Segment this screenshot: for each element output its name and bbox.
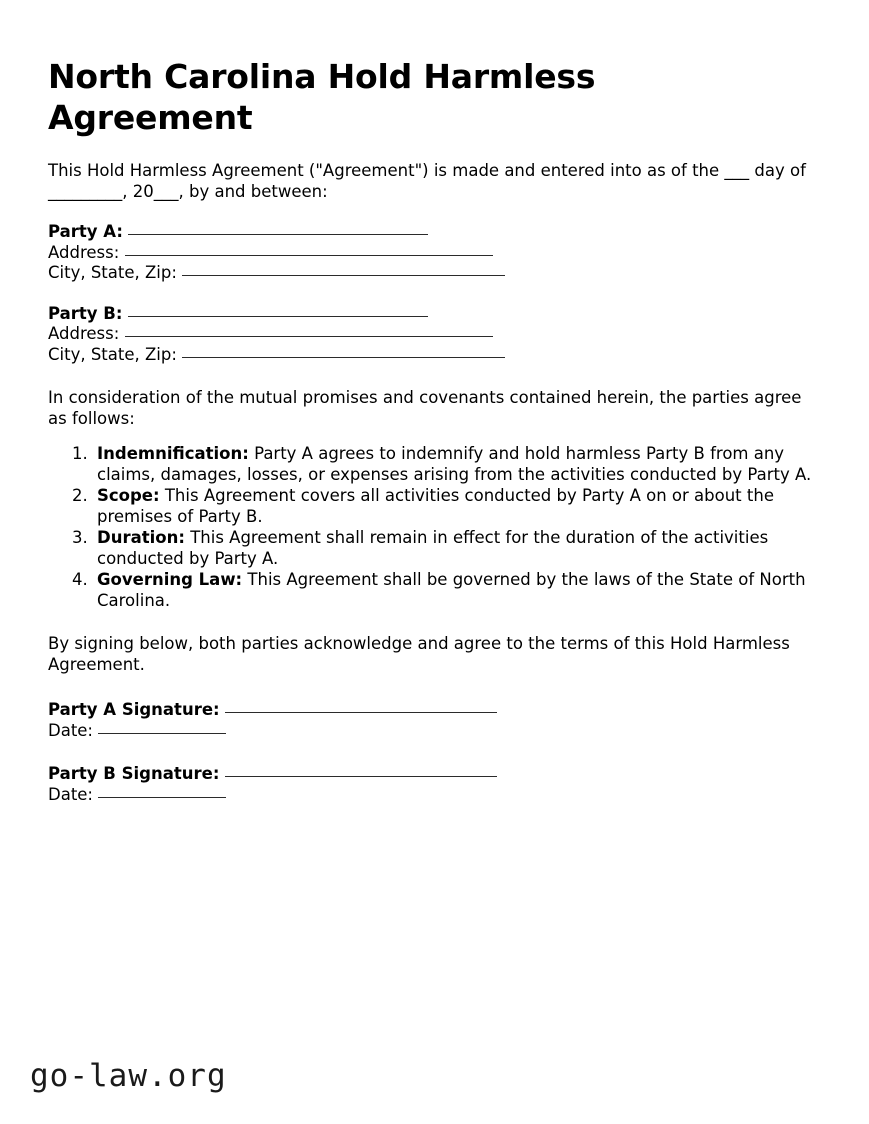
term-text: Party A agrees to indemnify and hold harmless Party B from any claims, damages, losses, or expenses arising from the activities conducted by Party A. <box>97 444 812 484</box>
party-b-name-label: Party B: <box>48 303 123 323</box>
page-title: North Carolina Hold Harmless Agreement <box>48 57 596 137</box>
party-a-date-row <box>48 720 821 741</box>
party-b-address-row <box>48 324 821 345</box>
party-b-city-label: City, State, Zip: <box>48 344 177 364</box>
party-a-signature-label: Party A Signature: <box>48 700 220 719</box>
party-a-signature-row <box>48 699 821 720</box>
party-a-name-field[interactable] <box>128 234 428 235</box>
party-a-city-field[interactable] <box>182 275 505 276</box>
closing-paragraph: By signing below, both parties acknowledge and agree to the terms of this Hold Harmless Agreement. <box>48 634 790 674</box>
list-item <box>93 569 821 611</box>
party-b-date-field[interactable] <box>98 797 226 798</box>
party-b-name-row <box>48 304 821 325</box>
consideration-paragraph: In consideration of the mutual promises and covenants contained herein, the parties agree as follows: <box>48 388 802 428</box>
party-b-signature-label: Party B Signature: <box>48 764 220 783</box>
party-a-date-label: Date: <box>48 721 93 740</box>
party-b-city-row <box>48 345 821 366</box>
party-a-name-label: Party A: <box>48 222 123 241</box>
term-name: Governing Law: <box>97 570 243 589</box>
party-b-signature-field[interactable] <box>225 776 497 777</box>
party-a-address-row <box>48 243 821 264</box>
party-a-city-row <box>48 263 821 284</box>
term-name: Scope: <box>97 486 160 505</box>
party-a-name-row <box>48 222 821 243</box>
terms-list <box>48 443 821 611</box>
party-b-address-label: Address: <box>48 324 120 343</box>
party-b-date-row <box>48 784 821 805</box>
party-a-signature-field[interactable] <box>225 712 497 713</box>
party-b-signature-block <box>48 763 821 805</box>
term-name: Duration: <box>97 528 185 547</box>
party-a-date-field[interactable] <box>98 733 226 734</box>
intro-paragraph: This Hold Harmless Agreement ("Agreement") is made and entered into as of the ___ day of _________, 20___, by and between: <box>48 161 806 201</box>
party-b-block <box>48 304 821 366</box>
list-item <box>93 443 821 485</box>
term-name: Indemnification: <box>97 444 249 463</box>
party-a-signature-block <box>48 699 821 741</box>
party-a-city-label: City, State, Zip: <box>48 263 177 282</box>
site-watermark: go-law.org <box>30 1058 227 1094</box>
party-b-city-field[interactable] <box>182 357 505 358</box>
list-item <box>93 527 821 569</box>
party-b-signature-row <box>48 763 821 784</box>
party-b-name-field[interactable] <box>128 316 428 317</box>
party-b-address-field[interactable] <box>125 336 493 337</box>
term-text: This Agreement shall remain in effect for the duration of the activities conducted by Party A. <box>97 528 769 568</box>
party-a-address-field[interactable] <box>125 255 493 256</box>
party-b-date-label: Date: <box>48 785 93 804</box>
list-item <box>93 485 821 527</box>
party-a-address-label: Address: <box>48 242 120 262</box>
term-text: This Agreement shall be governed by the laws of the State of North Carolina. <box>97 570 806 610</box>
term-text: This Agreement covers all activities conducted by Party A on or about the premises of Party B. <box>97 486 774 526</box>
document-body <box>48 56 821 805</box>
party-a-block <box>48 222 821 284</box>
